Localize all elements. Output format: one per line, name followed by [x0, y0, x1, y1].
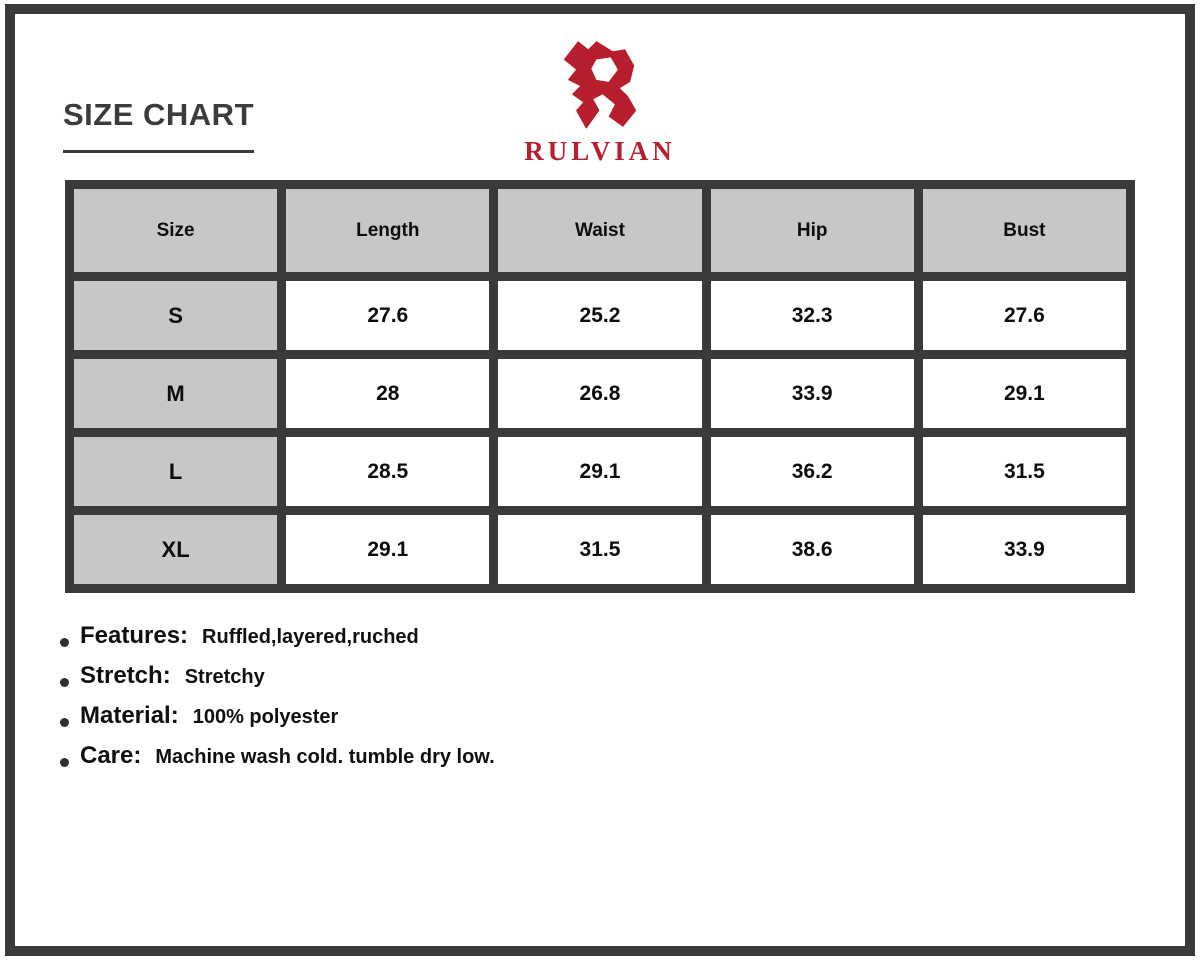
header-cell-length: Length — [286, 189, 489, 272]
table-row — [74, 437, 1126, 506]
size-cell: M — [74, 359, 277, 428]
measurement-cell: 33.9 — [923, 515, 1126, 584]
size-cell: L — [74, 437, 277, 506]
measurement-cell: 27.6 — [923, 281, 1126, 350]
measurement-cell: 28.5 — [286, 437, 489, 506]
measurement-cell: 28 — [286, 359, 489, 428]
header-cell-hip: Hip — [711, 189, 914, 272]
brand-name: RULVIAN — [524, 136, 676, 166]
list-item — [60, 742, 495, 782]
measurement-cell: 31.5 — [923, 437, 1126, 506]
page-title: SIZE CHART — [63, 97, 254, 132]
size-chart-table — [65, 180, 1135, 593]
measurement-cell: 25.2 — [498, 281, 701, 350]
bullet-icon — [60, 638, 69, 647]
measurement-cell: 29.1 — [923, 359, 1126, 428]
measurement-cell: 31.5 — [498, 515, 701, 584]
table-header-row — [74, 189, 1126, 272]
detail-value: 100% polyester — [192, 706, 339, 728]
size-cell: XL — [74, 515, 277, 584]
measurement-cell: 27.6 — [286, 281, 489, 350]
list-item — [60, 622, 495, 662]
measurement-cell: 26.8 — [498, 359, 701, 428]
detail-value: Ruffled,layered,ruched — [202, 626, 419, 648]
table-row — [74, 281, 1126, 350]
detail-label: Features: — [80, 622, 189, 649]
measurement-cell: 33.9 — [711, 359, 914, 428]
measurement-cell: 36.2 — [711, 437, 914, 506]
measurement-cell: 29.1 — [498, 437, 701, 506]
table-row — [74, 515, 1126, 584]
rulvian-r-monogram-icon — [558, 37, 642, 133]
detail-value: Machine wash cold. tumble dry low. — [155, 746, 495, 768]
list-item — [60, 662, 495, 702]
bullet-icon — [60, 758, 69, 767]
bullet-icon — [60, 718, 69, 727]
header-cell-size: Size — [74, 189, 277, 272]
bullet-icon — [60, 678, 69, 687]
table-row — [74, 359, 1126, 428]
detail-label: Material: — [80, 702, 179, 729]
product-details-list — [60, 622, 495, 782]
header-cell-waist: Waist — [498, 189, 701, 272]
measurement-cell: 38.6 — [711, 515, 914, 584]
detail-label: Care: — [80, 742, 142, 769]
detail-label: Stretch: — [80, 662, 171, 689]
brand-block — [0, 37, 1200, 167]
detail-value: Stretchy — [184, 666, 265, 688]
list-item — [60, 702, 495, 742]
header-cell-bust: Bust — [923, 189, 1126, 272]
measurement-cell: 29.1 — [286, 515, 489, 584]
size-cell: S — [74, 281, 277, 350]
measurement-cell: 32.3 — [711, 281, 914, 350]
